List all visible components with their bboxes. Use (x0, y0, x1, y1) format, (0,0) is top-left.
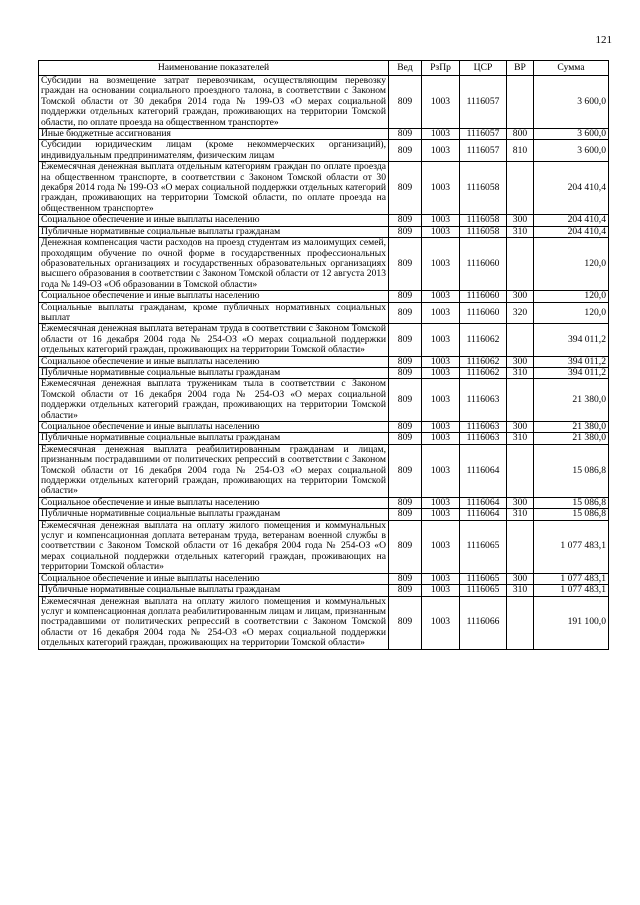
row-ved: 809 (389, 226, 422, 237)
row-sum: 3 600,0 (534, 140, 609, 162)
row-vr: 310 (507, 433, 534, 444)
row-vr (507, 444, 534, 497)
row-ved: 809 (389, 129, 422, 140)
row-csr: 1116062 (460, 324, 507, 356)
row-ved: 809 (389, 291, 422, 302)
row-sum: 120,0 (534, 291, 609, 302)
row-ved: 809 (389, 497, 422, 508)
row-sum: 191 100,0 (534, 596, 609, 649)
row-name: Субсидии юридическим лицам (кроме некоммерческих организаций), индивидуальным предпринимателям, физическим лицам (39, 140, 389, 162)
row-csr: 1116058 (460, 215, 507, 226)
row-vr: 300 (507, 573, 534, 584)
row-sum: 1 077 483,1 (534, 585, 609, 596)
row-rzpr: 1003 (422, 140, 460, 162)
header-csr: ЦСР (460, 61, 507, 76)
row-vr: 300 (507, 291, 534, 302)
table-row (39, 520, 609, 573)
row-rzpr: 1003 (422, 367, 460, 378)
row-rzpr: 1003 (422, 520, 460, 573)
row-rzpr: 1003 (422, 356, 460, 367)
row-vr: 810 (507, 140, 534, 162)
row-csr: 1116058 (460, 226, 507, 237)
row-name: Социальное обеспечение и иные выплаты населению (39, 356, 389, 367)
row-ved: 809 (389, 238, 422, 291)
header-rzpr: РзПр (422, 61, 460, 76)
row-rzpr: 1003 (422, 302, 460, 324)
row-name: Денежная компенсация части расходов на проезд студентам из малоимущих семей, проходящим обучение по очной форме в государственных профессиональных образовательных организациях и государственных образовательных организациях высшего образования в соответствии с Законом Томской области от 12 августа 2013 года № 149-ОЗ «Об образовании в Томской области» (39, 238, 389, 291)
page-number: 121 (595, 34, 612, 46)
row-rzpr: 1003 (422, 291, 460, 302)
row-rzpr: 1003 (422, 215, 460, 226)
row-sum: 15 086,8 (534, 444, 609, 497)
row-rzpr: 1003 (422, 379, 460, 422)
row-ved: 809 (389, 422, 422, 433)
row-ved: 809 (389, 379, 422, 422)
row-vr (507, 520, 534, 573)
header-ved: Вед (389, 61, 422, 76)
row-ved: 809 (389, 140, 422, 162)
row-vr: 300 (507, 422, 534, 433)
row-name: Публичные нормативные социальные выплаты гражданам (39, 585, 389, 596)
table-row (39, 367, 609, 378)
row-rzpr: 1003 (422, 573, 460, 584)
row-sum: 394 011,2 (534, 367, 609, 378)
row-name: Социальное обеспечение и иные выплаты населению (39, 215, 389, 226)
row-vr: 320 (507, 302, 534, 324)
table-row (39, 497, 609, 508)
row-rzpr: 1003 (422, 324, 460, 356)
row-sum: 120,0 (534, 238, 609, 291)
row-name: Ежемесячная денежная выплата отдельным категориям граждан по оплате проезда на общественном транспорте, в соответствии с Законом Томской области от 30 декабря 2014 года № 199-ОЗ «О мерах социальной поддержки отдельных категорий граждан, проживающих на территории Томской области, по оплате проезда на общественном транспорте» (39, 162, 389, 215)
row-sum: 204 410,4 (534, 226, 609, 237)
row-csr: 1116058 (460, 162, 507, 215)
table-row (39, 422, 609, 433)
row-vr (507, 238, 534, 291)
row-name: Ежемесячная денежная выплата на оплату жилого помещения и коммунальных услуг и компенсационная доплата реабилитированным лицам и лицам, признанным пострадавшими от политических репрессий в соответствии с Законом Томской области от 16 декабря 2004 года № 254-ОЗ «О мерах социальной поддержки отдельных категорий граждан, проживающих на территории Томской области» (39, 596, 389, 649)
row-sum: 204 410,4 (534, 215, 609, 226)
table-row (39, 356, 609, 367)
row-name: Ежемесячная денежная выплата ветеранам труда в соответствии с Законом Томской области от 16 декабря 2004 года № 254-ОЗ «О мерах социальной поддержки отдельных категорий граждан, проживающих на территории Томской области» (39, 324, 389, 356)
row-vr (507, 324, 534, 356)
row-vr: 310 (507, 509, 534, 520)
row-rzpr: 1003 (422, 238, 460, 291)
row-vr: 800 (507, 129, 534, 140)
row-rzpr: 1003 (422, 76, 460, 129)
row-vr: 300 (507, 497, 534, 508)
row-csr: 1116062 (460, 367, 507, 378)
row-name: Публичные нормативные социальные выплаты гражданам (39, 367, 389, 378)
row-sum: 3 600,0 (534, 76, 609, 129)
row-name: Иные бюджетные ассигнования (39, 129, 389, 140)
header-name: Наименование показателей (39, 61, 389, 76)
row-rzpr: 1003 (422, 226, 460, 237)
row-csr: 1116065 (460, 520, 507, 573)
row-rzpr: 1003 (422, 509, 460, 520)
row-name: Социальное обеспечение и иные выплаты населению (39, 497, 389, 508)
row-sum: 120,0 (534, 302, 609, 324)
row-ved: 809 (389, 573, 422, 584)
row-rzpr: 1003 (422, 444, 460, 497)
header-sum: Сумма (534, 61, 609, 76)
row-csr: 1116064 (460, 497, 507, 508)
row-ved: 809 (389, 356, 422, 367)
row-rzpr: 1003 (422, 433, 460, 444)
row-vr (507, 596, 534, 649)
row-csr: 1116064 (460, 444, 507, 497)
row-name: Ежемесячная денежная выплата реабилитированным гражданам и лицам, признанным пострадавшими от политических репрессий в соответствии с Законом Томской области от 16 декабря 2004 года № 254-ОЗ «О мерах социальной поддержки отдельных категорий граждан, проживающих на территории Томской области» (39, 444, 389, 497)
header-vr: ВР (507, 61, 534, 76)
table-row (39, 140, 609, 162)
row-sum: 394 011,2 (534, 356, 609, 367)
table-row (39, 324, 609, 356)
table-row (39, 129, 609, 140)
row-csr: 1116066 (460, 596, 507, 649)
row-csr: 1116063 (460, 379, 507, 422)
row-rzpr: 1003 (422, 162, 460, 215)
row-sum: 15 086,8 (534, 497, 609, 508)
row-rzpr: 1003 (422, 129, 460, 140)
table-row (39, 215, 609, 226)
row-rzpr: 1003 (422, 497, 460, 508)
row-ved: 809 (389, 162, 422, 215)
row-csr: 1116063 (460, 422, 507, 433)
row-sum: 21 380,0 (534, 433, 609, 444)
row-ved: 809 (389, 324, 422, 356)
row-name: Ежемесячная денежная выплата на оплату жилого помещения и коммунальных услуг и компенсационная доплата ветеранам труда, ветеранам военной службы в соответствии с Законом Томской области от 16 декабря 2004 года № 254-ОЗ «О мерах социальной поддержки отдельных категорий граждан, проживающих на территории Томской области» (39, 520, 389, 573)
row-ved: 809 (389, 433, 422, 444)
row-vr: 310 (507, 367, 534, 378)
row-csr: 1116057 (460, 129, 507, 140)
table-row (39, 291, 609, 302)
row-name: Социальные выплаты гражданам, кроме публичных нормативных социальных выплат (39, 302, 389, 324)
row-csr: 1116057 (460, 140, 507, 162)
table-row (39, 162, 609, 215)
row-csr: 1116065 (460, 585, 507, 596)
row-vr: 300 (507, 356, 534, 367)
table-row (39, 509, 609, 520)
row-ved: 809 (389, 520, 422, 573)
row-ved: 809 (389, 509, 422, 520)
row-ved: 809 (389, 215, 422, 226)
row-ved: 809 (389, 585, 422, 596)
row-sum: 21 380,0 (534, 379, 609, 422)
table-row (39, 226, 609, 237)
row-sum: 1 077 483,1 (534, 573, 609, 584)
row-csr: 1116065 (460, 573, 507, 584)
table-header-row (39, 61, 609, 76)
row-vr: 300 (507, 215, 534, 226)
row-sum: 1 077 483,1 (534, 520, 609, 573)
row-rzpr: 1003 (422, 422, 460, 433)
row-csr: 1116060 (460, 291, 507, 302)
table-row (39, 379, 609, 422)
row-vr (507, 76, 534, 129)
row-vr (507, 379, 534, 422)
row-name: Субсидии на возмещение затрат перевозчикам, осуществляющим перевозку граждан на основании социального проездного талона, в соответствии с Законом Томской области от 30 декабря 2014 года № 199-ОЗ «О мерах социальной поддержки отдельных категорий граждан, проживающих на территории Томской области, по оплате проезда на общественном транспорте» (39, 76, 389, 129)
row-csr: 1116057 (460, 76, 507, 129)
table-row (39, 302, 609, 324)
row-sum: 394 011,2 (534, 324, 609, 356)
row-rzpr: 1003 (422, 585, 460, 596)
row-name: Публичные нормативные социальные выплаты гражданам (39, 226, 389, 237)
row-name: Публичные нормативные социальные выплаты гражданам (39, 433, 389, 444)
row-csr: 1116060 (460, 238, 507, 291)
row-vr (507, 162, 534, 215)
row-ved: 809 (389, 444, 422, 497)
row-csr: 1116063 (460, 433, 507, 444)
row-rzpr: 1003 (422, 596, 460, 649)
table-row (39, 596, 609, 649)
row-ved: 809 (389, 76, 422, 129)
row-name: Публичные нормативные социальные выплаты гражданам (39, 509, 389, 520)
row-ved: 809 (389, 302, 422, 324)
row-name: Ежемесячная денежная выплата труженикам тыла в соответствии с Законом Томской области от 16 декабря 2004 года № 254-ОЗ «О мерах социальной поддержки отдельных категорий граждан, проживающих на территории Томской области» (39, 379, 389, 422)
row-vr: 310 (507, 585, 534, 596)
table-row (39, 76, 609, 129)
row-csr: 1116062 (460, 356, 507, 367)
row-name: Социальное обеспечение и иные выплаты населению (39, 291, 389, 302)
row-csr: 1116060 (460, 302, 507, 324)
table-row (39, 573, 609, 584)
table-row (39, 238, 609, 291)
row-sum: 204 410,4 (534, 162, 609, 215)
table-row (39, 444, 609, 497)
table-row (39, 433, 609, 444)
row-sum: 21 380,0 (534, 422, 609, 433)
budget-table (38, 60, 609, 650)
row-ved: 809 (389, 596, 422, 649)
row-vr: 310 (507, 226, 534, 237)
table-row (39, 585, 609, 596)
row-name: Социальное обеспечение и иные выплаты населению (39, 422, 389, 433)
row-name: Социальное обеспечение и иные выплаты населению (39, 573, 389, 584)
row-sum: 3 600,0 (534, 129, 609, 140)
row-sum: 15 086,8 (534, 509, 609, 520)
row-ved: 809 (389, 367, 422, 378)
row-csr: 1116064 (460, 509, 507, 520)
